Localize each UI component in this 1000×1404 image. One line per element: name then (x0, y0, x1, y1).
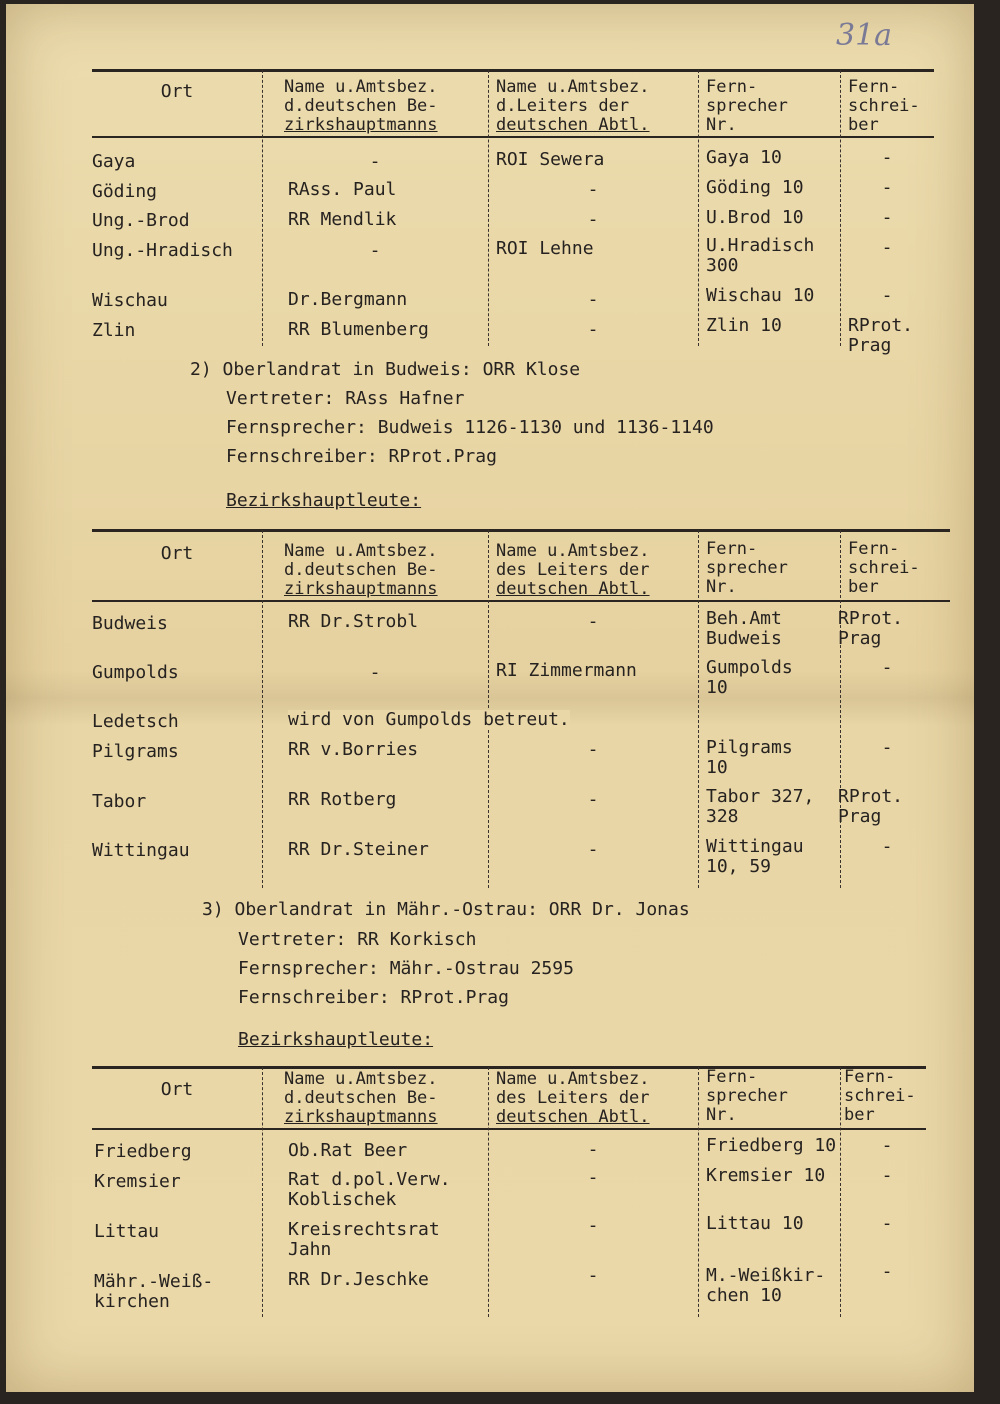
cell-ort: Kremsier (94, 1171, 181, 1192)
cell-bezirk: Rat d.pol.Verw. Koblischek (288, 1169, 451, 1210)
cell-tel: Göding 10 (706, 177, 804, 198)
cell-tel: Wittingau 10, 59 (706, 836, 804, 877)
cell-tel: Wischau 10 (706, 285, 815, 306)
header-fern-3: Nr. (706, 1105, 737, 1125)
cell-bezirk: RR v.Borries (288, 739, 419, 760)
header-schreib-2: schrei- (848, 558, 920, 578)
header-bezirk-1: Name u.Amtsbez. (284, 77, 438, 97)
header-bezirk-2: d.deutschen Be- (284, 1088, 438, 1108)
cell-fs: - (881, 1213, 893, 1234)
cell-leiter: - (587, 739, 599, 760)
cell-fs: - (881, 147, 893, 168)
cell-bezirk: RR Dr.Steiner (288, 839, 429, 860)
cell-bezirk: Dr.Bergmann (288, 289, 408, 310)
cell-bezirk: RR Rotberg (288, 789, 397, 810)
bezirkshauptleute-heading: Bezirkshauptleute: (226, 490, 422, 511)
header-fern-1: Fern- (706, 77, 758, 97)
cell-bezirk: RR Mendlik (288, 209, 397, 230)
header-schreib-2: schrei- (844, 1086, 916, 1106)
header-bezirk-3: zirkshauptmanns (284, 1107, 438, 1127)
header-leiter-3: deutschen Abtl. (496, 579, 650, 599)
cell-tel: Zlin 10 (706, 315, 782, 336)
cell-leiter: - (587, 1167, 599, 1188)
header-leiter-2: d.Leiters der (496, 96, 630, 116)
cell-bezirk: RR Dr.Strobl (288, 611, 419, 632)
cell-leiter: - (587, 839, 599, 860)
vertreter-line: Vertreter: RR Korkisch (238, 929, 477, 950)
header-ort: Ort (160, 81, 194, 102)
cell-leiter: ROI Lehne (496, 238, 594, 259)
page-number: 31a (836, 18, 893, 53)
cell-leiter: ROI Sewera (496, 149, 605, 170)
cell-ort: Budweis (92, 613, 168, 634)
header-bezirk-3: zirkshauptmanns (284, 115, 438, 135)
fernschreiber-line: Fernschreiber: RProt.Prag (226, 446, 497, 467)
header-fern-3: Nr. (706, 577, 737, 597)
cell-bezirk: Kreisrechtsrat Jahn (288, 1219, 440, 1260)
cell-fs: - (881, 207, 893, 228)
header-bezirk-1: Name u.Amtsbez. (284, 541, 438, 561)
header-schreib-1: Fern- (848, 539, 900, 559)
cell-tel: U.Hradisch 300 (706, 235, 815, 276)
header-leiter-1: Name u.Amtsbez. (496, 77, 650, 97)
header-leiter-2: des Leiters der (496, 560, 650, 580)
cell-ort: Wittingau (92, 840, 190, 861)
cell-tel: Littau 10 (706, 1213, 804, 1234)
header-bezirk-1: Name u.Amtsbez. (284, 1069, 438, 1089)
bezirkshauptleute-heading: Bezirkshauptleute: (238, 1029, 434, 1050)
header-fern-2: sprecher (706, 1086, 788, 1106)
cell-leiter: - (587, 611, 599, 632)
header-fern-1: Fern- (706, 539, 758, 559)
header-leiter-1: Name u.Amtsbez. (496, 541, 650, 561)
cell-fs: - (881, 177, 893, 198)
cell-leiter: - (587, 1215, 599, 1236)
cell-ort: Gaya (92, 151, 136, 172)
header-fern-1: Fern- (706, 1067, 758, 1087)
header-schreib-3: ber (848, 115, 879, 135)
header-leiter-3: deutschen Abtl. (496, 115, 650, 135)
cell-fs: RProt. Prag (838, 608, 904, 649)
fernschreiber-line: Fernschreiber: RProt.Prag (238, 987, 509, 1008)
header-schreib-2: schrei- (848, 96, 920, 116)
header-leiter-2: des Leiters der (496, 1088, 650, 1108)
header-schreib-3: ber (848, 577, 879, 597)
header-schreib-1: Fern- (848, 77, 900, 97)
cell-fs: - (881, 1165, 893, 1186)
cell-fs: RProt. Prag (848, 315, 914, 356)
cell-ort: Wischau (92, 290, 168, 311)
cell-bezirk: RR Dr.Jeschke (288, 1269, 429, 1290)
cell-tel: Gaya 10 (706, 147, 782, 168)
header-bezirk-2: d.deutschen Be- (284, 560, 438, 580)
cell-fs: - (881, 285, 893, 306)
cell-tel: M.-Weißkir- chen 10 (706, 1265, 826, 1306)
header-ort: Ort (160, 1079, 194, 1100)
header-schreib-3: ber (844, 1105, 875, 1125)
cell-fs: - (881, 237, 893, 258)
cell-bezirk: - (369, 151, 381, 172)
cell-leiter: - (587, 319, 599, 340)
cell-tel: Tabor 327, 328 (706, 786, 815, 827)
header-bezirk-2: d.deutschen Be- (284, 96, 438, 116)
cell-leiter: - (587, 1139, 599, 1160)
cell-bezirk-span: wird von Gumpolds betreut. (288, 709, 570, 730)
cell-leiter: - (587, 1265, 599, 1286)
cell-bezirk: Ob.Rat Beer (288, 1140, 408, 1161)
cell-tel: Gumpolds 10 (706, 657, 793, 698)
cell-leiter: - (587, 289, 599, 310)
cell-bezirk: - (369, 240, 381, 261)
fernsprecher-line: Fernsprecher: Mähr.-Ostrau 2595 (238, 958, 574, 979)
cell-ort: Göding (92, 181, 158, 202)
cell-ort: Ung.-Brod (92, 210, 190, 231)
cell-ort: Zlin (92, 320, 136, 341)
cell-fs: - (881, 836, 893, 857)
cell-fs: - (881, 657, 893, 678)
cell-ort: Gumpolds (92, 662, 179, 683)
fernsprecher-line: Fernsprecher: Budweis 1126-1130 und 1136-1140 (226, 417, 714, 438)
header-fern-2: sprecher (706, 558, 788, 578)
vertreter-line: Vertreter: RAss Hafner (226, 388, 465, 409)
cell-ort: Ung.-Hradisch (92, 240, 233, 261)
cell-ort: Littau (94, 1221, 160, 1242)
cell-ort: Friedberg (94, 1141, 192, 1162)
cell-ort: Mähr.-Weiß- kirchen (94, 1271, 214, 1312)
cell-fs: RProt. Prag (838, 786, 904, 827)
cell-leiter: RI Zimmermann (496, 660, 637, 681)
cell-fs: - (881, 737, 893, 758)
cell-tel: U.Brod 10 (706, 207, 804, 228)
cell-leiter: - (587, 209, 599, 230)
cell-tel: Pilgrams 10 (706, 737, 793, 778)
cell-ort: Tabor (92, 791, 147, 812)
cell-bezirk: RR Blumenberg (288, 319, 429, 340)
cell-leiter: - (587, 789, 599, 810)
document-page (6, 4, 974, 1392)
header-fern-3: Nr. (706, 115, 737, 135)
header-schreib-1: Fern- (844, 1067, 896, 1087)
header-ort: Ort (160, 543, 194, 564)
header-fern-2: sprecher (706, 96, 788, 116)
cell-ort: Pilgrams (92, 741, 179, 762)
cell-bezirk: RAss. Paul (288, 179, 397, 200)
cell-fs: - (881, 1135, 893, 1156)
cell-tel: Friedberg 10 (706, 1135, 837, 1156)
header-leiter-1: Name u.Amtsbez. (496, 1069, 650, 1089)
cell-ort: Ledetsch (92, 711, 179, 732)
cell-tel: Kremsier 10 (706, 1165, 826, 1186)
cell-fs: - (881, 1261, 893, 1282)
section-title: 3) Oberlandrat in Mähr.-Ostrau: ORR Dr. Jonas (202, 899, 690, 920)
header-bezirk-3: zirkshauptmanns (284, 579, 438, 599)
header-leiter-3: deutschen Abtl. (496, 1107, 650, 1127)
cell-leiter: - (587, 179, 599, 200)
cell-bezirk: - (369, 662, 381, 683)
section-title: 2) Oberlandrat in Budweis: ORR Klose (190, 359, 581, 380)
cell-tel: Beh.Amt Budweis (706, 608, 782, 649)
